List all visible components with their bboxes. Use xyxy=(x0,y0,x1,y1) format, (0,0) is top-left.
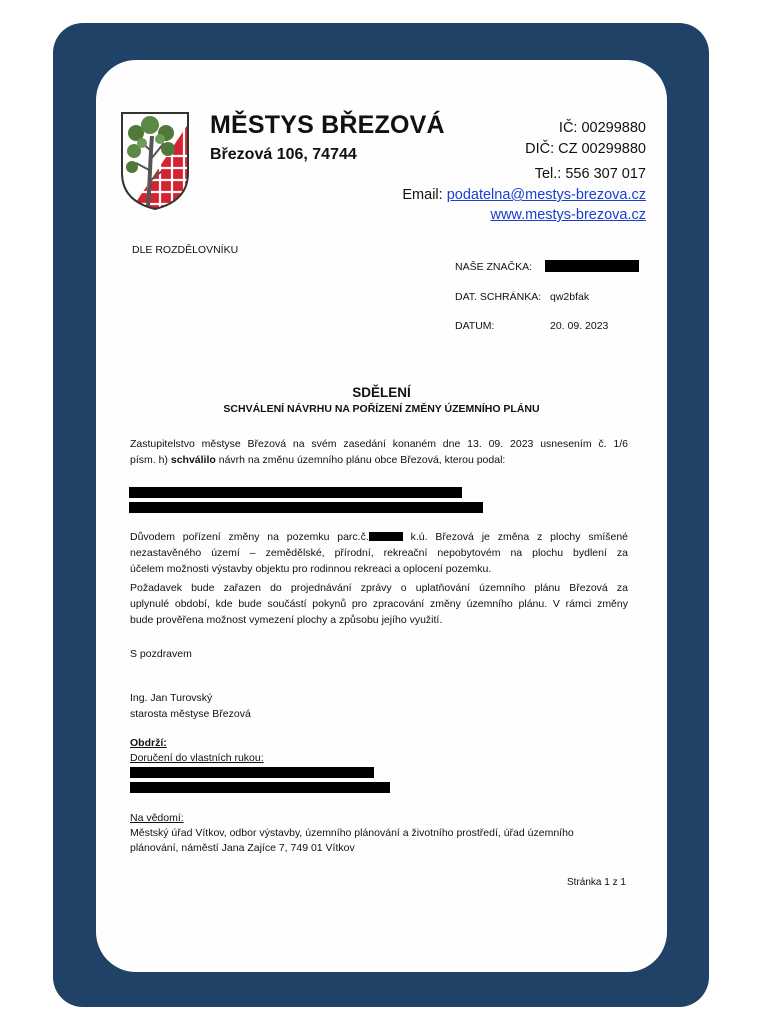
receives-label: Obdrží: xyxy=(130,737,167,749)
procedure-line-1: Požadavek bude zařazen do projednávání zprávy o uplatňování územního plánu Březová za xyxy=(130,582,628,594)
email-row xyxy=(402,187,646,203)
reason-line-2: nezastavěného území – zemědělské, přírodní, rekreační nepobytovém na plochu bydlení za xyxy=(130,547,628,559)
redacted-parcel-number xyxy=(369,532,403,541)
email-label: Email: xyxy=(402,187,443,203)
email-link[interactable]: podatelna@mestys-brezova.cz xyxy=(446,187,646,203)
databox-label: DAT. SCHRÁNKA: xyxy=(455,291,542,303)
redacted-applicant-line-2 xyxy=(129,502,483,513)
redacted-reference xyxy=(545,260,639,272)
procedure-line-3: bude prověřena možnost vymezení plochy a způsobu jejího využití. xyxy=(130,614,443,626)
redacted-recipient-1 xyxy=(130,767,374,778)
personal-delivery-label: Doručení do vlastních rukou: xyxy=(130,752,264,764)
recipient-label: DLE ROZDĚLOVNÍKU xyxy=(132,244,239,256)
date-value: 20. 09. 2023 xyxy=(550,320,609,332)
dic-number: DIČ: CZ 00299880 xyxy=(525,141,646,157)
reason-line-3: účelem možnosti výstavby objektu pro rodinnou rekreaci a oplocení pozemku. xyxy=(130,563,492,575)
reason-line-1: Důvodem pořízení změny na pozemku parc.č. k.ú. Březová je změna z plochy smíšené xyxy=(130,531,629,543)
website-row xyxy=(490,207,646,223)
our-ref-label: NAŠE ZNAČKA: xyxy=(455,261,533,273)
redacted-applicant-line-1 xyxy=(129,487,462,498)
date-label: DATUM: xyxy=(455,320,495,332)
municipal-coat-of-arms-icon xyxy=(120,111,190,211)
procedure-line-2: uplynulé období, kde bude součástí pokynů pro zpracování změny územního plánu. V rámci změny xyxy=(130,598,628,610)
approval-line-2: písm. h) schválilo návrh na změnu územního plánu obce Březová, kterou podal: xyxy=(130,454,506,466)
document-title: SDĚLENÍ xyxy=(352,385,411,400)
paragraph-reason xyxy=(130,529,628,577)
greeting: S pozdravem xyxy=(130,648,192,660)
signatory-role: starosta městyse Březová xyxy=(130,708,251,720)
for-info-label: Na vědomí: xyxy=(130,812,184,824)
ic-number: IČ: 00299880 xyxy=(558,120,646,136)
municipality-address: Březová 106, 74744 xyxy=(210,146,357,163)
telephone: Tel.: 556 307 017 xyxy=(534,166,646,182)
document-subtitle: SCHVÁLENÍ NÁVRHU NA POŘÍZENÍ ZMĚNY ÚZEMNÍHO PLÁNU xyxy=(223,403,540,415)
for-info-line-2: plánování, náměstí Jana Zajíce 7, 749 01 Vítkov xyxy=(130,842,355,854)
paragraph-procedure xyxy=(130,580,628,628)
website-link[interactable]: www.mestys-brezova.cz xyxy=(490,207,646,223)
municipality-name: MĚSTYS BŘEZOVÁ xyxy=(210,111,445,139)
paragraph-approval xyxy=(130,436,628,468)
for-info-line-1: Městský úřad Vítkov, odbor výstavby, územního plánování a životního prostředí, úřad územního xyxy=(130,827,574,839)
page-number: Stránka 1 z 1 xyxy=(567,877,626,888)
databox-value: qw2bfak xyxy=(550,291,590,303)
redacted-recipient-2 xyxy=(130,782,390,793)
approval-line-1: Zastupitelstvo městyse Březová na svém zasedání konaném dne 13. 09. 2023 usnesením č. 1/6 xyxy=(130,438,628,450)
signatory-name: Ing. Jan Turovský xyxy=(130,692,213,704)
